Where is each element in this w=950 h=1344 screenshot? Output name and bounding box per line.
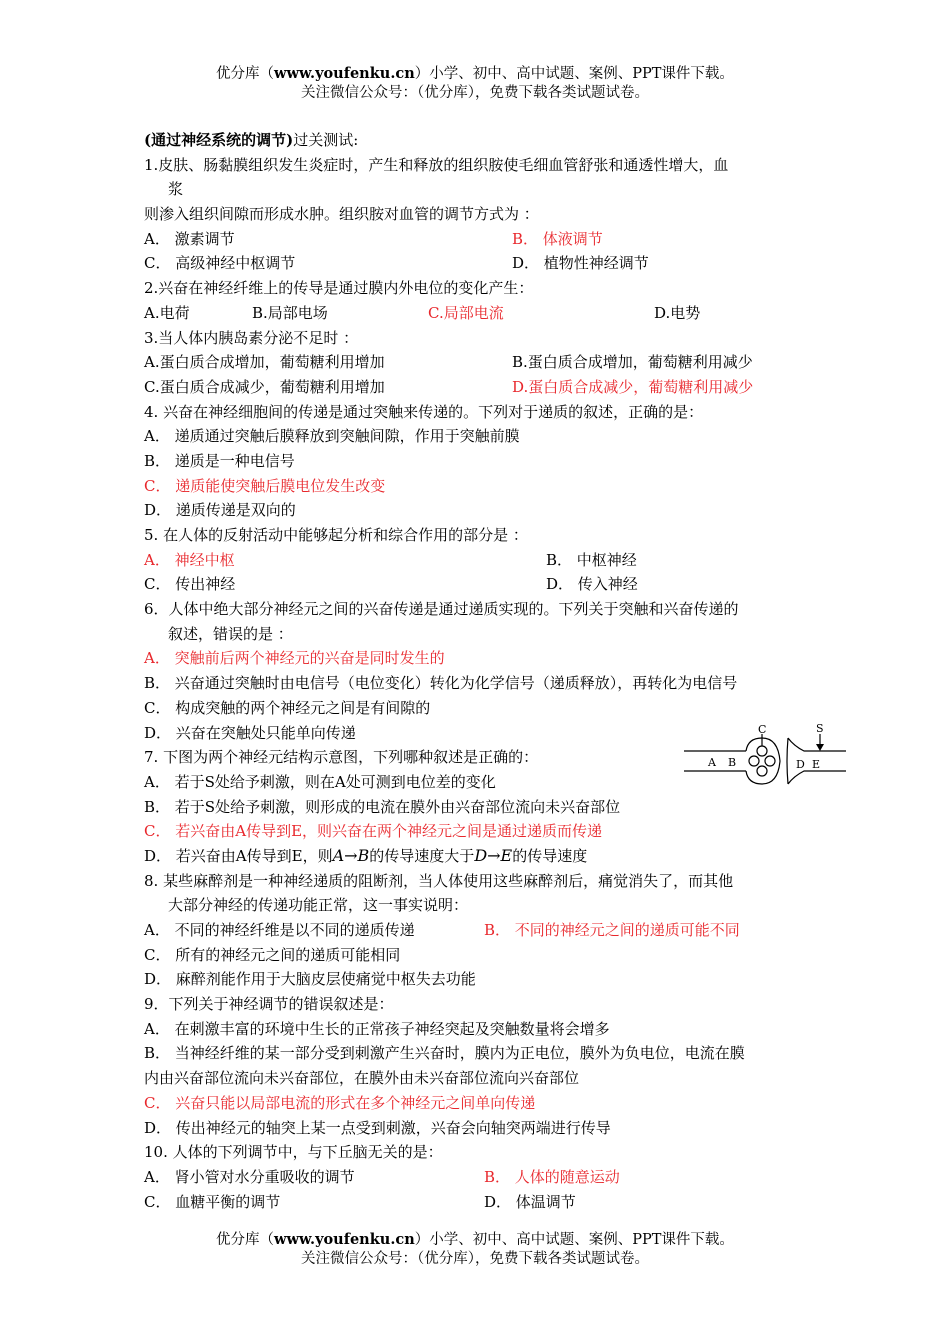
q9-stem: 9．下列关于神经调节的错误叙述是：: [144, 995, 394, 1014]
q7-option-d: D． 若兴奋由A传导到E，则A→B的传导速度大于D→E的传导速度: [144, 845, 588, 865]
q10-option-a: A． 肾小管对水分重吸收的调节: [144, 1167, 355, 1186]
label-d: D: [796, 758, 805, 771]
vesicle-3: [765, 756, 775, 766]
q2-option-a: A.电荷: [144, 303, 190, 322]
q5-option-b: B． 中枢神经: [546, 550, 637, 569]
q1-option-a: A． 激素调节: [144, 229, 235, 248]
q1-options-ab: [144, 227, 814, 252]
q4-option-c: C． 递质能使突触后膜电位发生改变: [144, 476, 386, 495]
q9-option-c: C． 兴奋只能以局部电流的形式在多个神经元之间单向传递: [144, 1093, 536, 1112]
q7-option-c: C． 若兴奋由A传导到E，则兴奋在两个神经元之间是通过递质而传递: [144, 822, 603, 841]
q10-options-ab: [144, 1165, 814, 1190]
dendrite-bottom-line: [788, 771, 846, 784]
q10-stem: 10. 人体的下列调节中，与下丘脑无关的是：: [144, 1143, 443, 1162]
q2-option-d: D.电势: [654, 303, 701, 322]
q3-stem: 3.当人体内胰岛素分泌不足时 ：: [144, 328, 359, 347]
q1-option-d: D． 植物性神经调节: [512, 254, 649, 273]
q9-option-b-2: 内由兴奋部位流向未兴奋部位，在膜外由未兴奋部位流向兴奋部位: [144, 1069, 580, 1088]
q10-option-d: D． 体温调节: [484, 1192, 576, 1211]
vesicle-1: [757, 746, 767, 756]
q8-option-d: D． 麻醉剂能作用于大脑皮层使痛觉中枢失去功能: [144, 970, 476, 989]
page-footer: [0, 1230, 950, 1269]
q9-option-b-1: B． 当神经纤维的某一部分受到刺激产生兴奋时，膜内为正电位，膜外为负电位，电流在膜: [144, 1044, 745, 1063]
stimulus-arrowhead: [816, 744, 824, 751]
q5-option-c: C． 传出神经: [144, 575, 236, 594]
q2-option-b: B.局部电场: [252, 303, 328, 322]
q6-option-a: A． 突触前后两个神经元的兴奋是同时发生的: [144, 649, 445, 668]
q10-option-b: B． 人体的随意运动: [484, 1167, 620, 1186]
vesicle-2: [749, 756, 759, 766]
q7-stem: 7. 下图为两个神经元结构示意图，下列哪种叙述是正确的：: [144, 748, 539, 767]
q2-options: [144, 301, 814, 326]
q1-options-cd: [144, 251, 814, 276]
q8-option-b: B． 不同的神经元之间的递质可能不同: [484, 921, 740, 939]
label-a: A: [708, 756, 716, 769]
postsynaptic-membrane: [787, 738, 788, 784]
q5-option-d: D． 传入神经: [546, 575, 638, 594]
label-b: B: [728, 756, 737, 769]
q3-options-cd: [144, 375, 814, 400]
footer-line-1: 优分库（www.youfenku.cn）小学、初中、高中试题、案例、PPT课件下载。: [216, 1231, 734, 1248]
q9-option-a: A． 在刺激丰富的环境中生长的正常孩子神经突起及突触数量将会增多: [144, 1019, 610, 1038]
q8-options-ab: [144, 918, 814, 943]
q2-option-c: C.局部电流: [428, 303, 504, 322]
q8-option-c: C． 所有的神经元之间的递质可能相同: [144, 945, 401, 964]
q8-option-a: A． 不同的神经纤维是以不同的递质传递: [144, 921, 415, 939]
q7-math-d-to-e: D→E: [474, 845, 513, 865]
header-line-2: 关注微信公众号：（优分库），免费下载各类试题试卷。: [301, 85, 649, 101]
q1-stem-3: 则渗入组织间隙而形成水肿。组织胺对血管的调节方式为 ：: [144, 205, 539, 224]
q7-math-a-to-b: A→B: [332, 845, 370, 865]
quiz-content: [144, 128, 814, 1214]
q6-option-c: C． 构成突触的两个神经元之间是有间隙的: [144, 698, 431, 717]
label-s: S: [816, 724, 824, 735]
q6-option-b: B． 兴奋通过突触时由电信号（电位变化）转化为化学信号（递质释放），再转化为电信号: [144, 674, 738, 693]
page-header: [0, 64, 950, 103]
q7-option-b: B． 若于S处给予刺激，则形成的电流在膜外由兴奋部位流向未兴奋部位: [144, 797, 621, 816]
q8-stem-1: 8. 某些麻醉剂是一种神经递质的阻断剂，当人体使用这些麻醉剂后，痛觉消失了，而其他: [144, 871, 734, 890]
q7-option-a: A． 若于S处给予刺激，则在A处可测到电位差的变化: [144, 772, 496, 791]
q4-stem: 4. 兴奋在神经细胞间的传递是通过突触来传递的。下列对于递质的叙述，正确的是：: [144, 402, 704, 421]
q4-option-b: B． 递质是一种电信号: [144, 451, 295, 470]
label-e: E: [812, 758, 821, 771]
q6-option-d: D． 兴奋在突触处只能单向传递: [144, 723, 356, 742]
q3-option-a: A.蛋白质合成增加，葡萄糖利用增加: [144, 353, 385, 372]
q1-stem-2: 浆: [168, 180, 184, 199]
label-c: C: [758, 724, 767, 736]
q2-stem: 2.兴奋在神经纤维上的传导是通过膜内外电位的变化产生：: [144, 279, 534, 298]
header-site-link[interactable]: www.youfenku.cn: [274, 65, 415, 82]
quiz-title: (通过神经系统的调节)过关测试:: [144, 131, 359, 149]
q8-stem-2: 大部分神经的传递功能正常，这一事实说明：: [168, 896, 469, 915]
q3-option-b: B.蛋白质合成增加，葡萄糖利用减少: [512, 353, 753, 372]
q10-options-cd: [144, 1190, 814, 1215]
q1-option-b: B． 体液调节: [512, 229, 603, 248]
q3-option-c: C.蛋白质合成减少，葡萄糖利用增加: [144, 377, 385, 396]
q10-option-c: C． 血糖平衡的调节: [144, 1192, 281, 1211]
q1-stem-1: 1.皮肤、肠黏膜组织发生炎症时，产生和释放的组织胺使毛细血管舒张和通透性增大，血: [144, 155, 729, 174]
neuron-diagram: [682, 724, 848, 786]
q3-option-d: D.蛋白质合成减少，葡萄糖利用减少: [512, 377, 754, 396]
q5-options-ab: [144, 548, 814, 573]
q4-option-d: D． 递质传递是双向的: [144, 501, 296, 520]
q5-option-a: A． 神经中枢: [144, 550, 235, 569]
q1-option-c: C． 高级神经中枢调节: [144, 254, 296, 273]
q3-options-ab: [144, 350, 814, 375]
q6-stem-1: 6．人体中绝大部分神经元之间的兴奋传递是通过递质实现的。下列关于突触和兴奋传递的: [144, 600, 739, 619]
q5-options-cd: [144, 572, 814, 597]
header-line-1: 优分库（www.youfenku.cn）小学、初中、高中试题、案例、PPT课件下载。: [216, 65, 734, 82]
q4-option-a: A． 递质通过突触后膜释放到突触间隙，作用于突触前膜: [144, 427, 520, 446]
vesicle-4: [757, 766, 767, 776]
footer-site-link[interactable]: www.youfenku.cn: [274, 1231, 415, 1248]
q9-option-d: D． 传出神经元的轴突上某一点受到刺激，兴奋会向轴突两端进行传导: [144, 1118, 611, 1137]
q6-stem-2: 叙述，错误的是 ：: [168, 624, 293, 643]
footer-line-2: 关注微信公众号：（优分库），免费下载各类试题试卷。: [301, 1251, 649, 1267]
q5-stem: 5. 在人体的反射活动中能够起分析和综合作用的部分是 ：: [144, 526, 528, 544]
